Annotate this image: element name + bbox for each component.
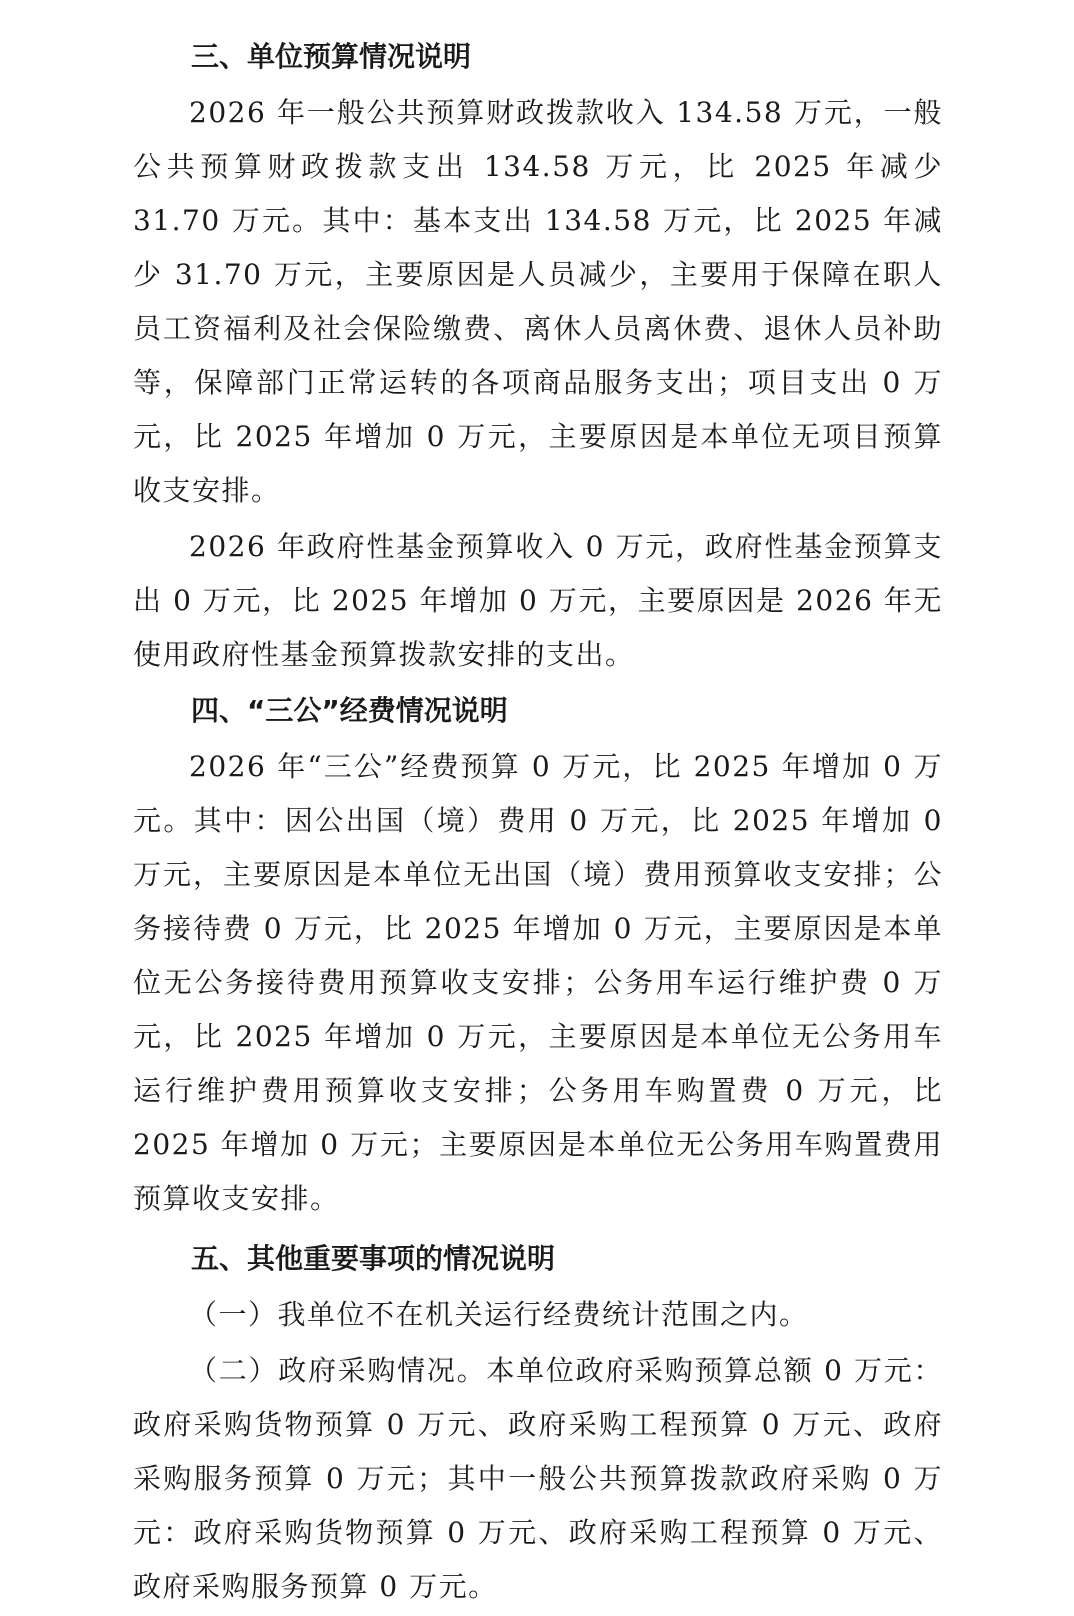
section-heading: 三、单位预算情况说明 bbox=[191, 40, 472, 73]
section-three-public-expenses bbox=[133, 684, 943, 1226]
document-page bbox=[133, 30, 943, 1616]
paragraph: 2026 年政府性基金预算收入 0 万元，政府性基金预算支出 0 万元，比 2025 年增加 0 万元，主要原因是 2026 年无使用政府性基金预算拨款安排的支出。 bbox=[133, 530, 943, 671]
paragraph: 2026 年“三公”经费预算 0 万元，比 2025 年增加 0 万元。其中：因公出国（境）费用 0 万元，比 2025 年增加 0 万元，主要原因是本单位无出国（境）费用预算收支安排；公务接待费 0 万元，比 2025 年增加 0 万元，主要原因是本单位无公务接待费用预算收支安排；公务用车运行维护费 0 万元，比 2025 年增加 0 万元，主要原因是本单位无公务用车运行维护费用预算收支安排；公务用车购置费 0 万元，比 2025 年增加 0 万元；主要原因是本单位无公务用车购置费用预算收支安排。 bbox=[133, 750, 943, 1215]
section-unit-budget bbox=[133, 30, 943, 682]
section-heading: 四、“三公”经费情况说明 bbox=[191, 694, 508, 727]
paragraph: （二）政府采购情况。本单位政府采购预算总额 0 万元：政府采购货物预算 0 万元、政府采购工程预算 0 万元、政府采购服务预算 0 万元；其中一般公共预算拨款政府采购 0 万元：政府采购货物预算 0 万元、政府采购工程预算 0 万元、政府采购服务预算 0 万元。 bbox=[133, 1354, 943, 1603]
section-other-matters bbox=[133, 1232, 943, 1614]
paragraph: 2026 年一般公共预算财政拨款收入 134.58 万元，一般公共预算财政拨款支出 134.58 万元，比 2025 年减少 31.70 万元。其中：基本支出 134.58 万元，比 2025 年减少 31.70 万元，主要原因是人员减少，主要用于保障在职人员工资福利及社会保险缴费、离休人员离休费、退休人员补助等，保障部门正常运转的各项商品服务支出；项目支出 0 万元，比 2025 年增加 0 万元，主要原因是本单位无项目预算收支安排。 bbox=[133, 96, 943, 507]
section-heading: 五、其他重要事项的情况说明 bbox=[191, 1242, 556, 1275]
paragraph: （一）我单位不在机关运行经费统计范围之内。 bbox=[189, 1298, 809, 1331]
